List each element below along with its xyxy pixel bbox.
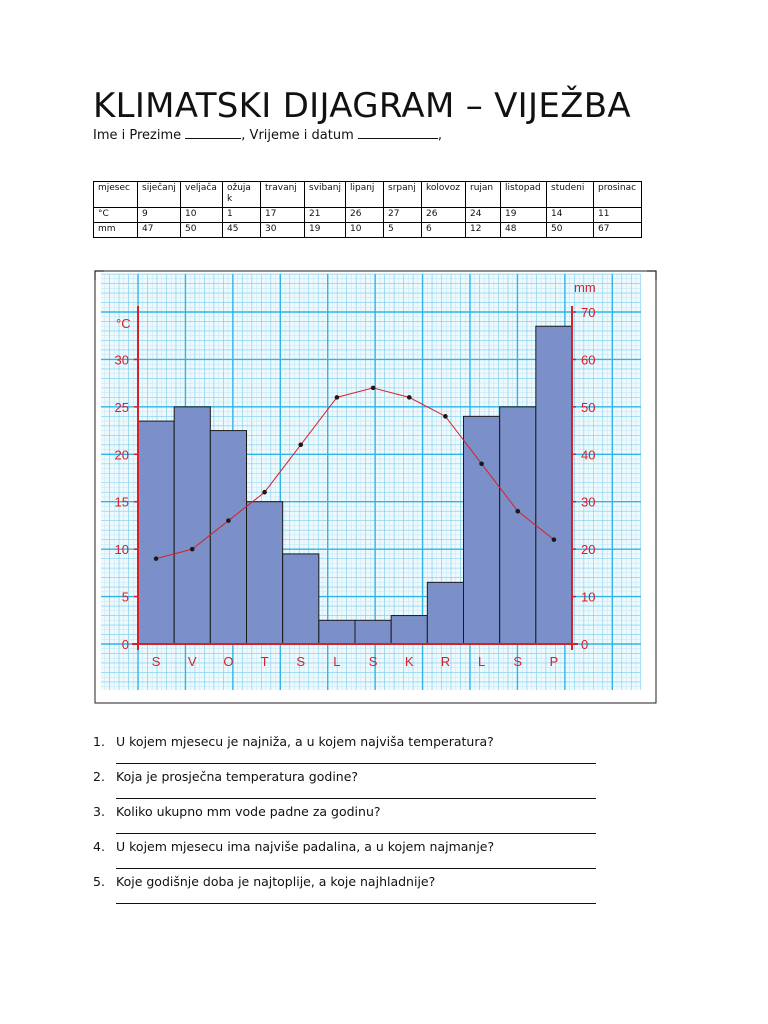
table-cell: 30 (261, 223, 305, 238)
precipitation-bar (355, 620, 391, 644)
precipitation-tick-label: 40 (581, 447, 596, 463)
temperature-point (154, 556, 159, 561)
table-cell: srpanj (384, 182, 422, 208)
precipitation-bar (536, 326, 572, 644)
precipitation-bar (174, 407, 210, 644)
temperature-tick-label: 20 (114, 447, 129, 463)
table-cell: 50 (181, 223, 223, 238)
precipitation-bar (427, 582, 463, 644)
precipitation-tick-label: 20 (581, 542, 596, 558)
table-cell: 19 (501, 208, 547, 223)
table-cell: listopad (501, 182, 547, 208)
table-row-temperature (94, 208, 642, 223)
precipitation-bar (319, 620, 355, 644)
table-cell: 5 (384, 223, 422, 238)
table-cell: prosinac (594, 182, 642, 208)
table-cell: mm (94, 223, 138, 238)
table-cell: 6 (422, 223, 466, 238)
precipitation-tick-label: 50 (581, 399, 596, 415)
temperature-point (407, 395, 412, 400)
table-cell: 11 (594, 208, 642, 223)
question-item (93, 874, 613, 909)
question-number: 2. (93, 769, 105, 784)
table-cell: 9 (138, 208, 181, 223)
temperature-point (515, 509, 520, 514)
question-number: 1. (93, 734, 105, 749)
name-date-line (93, 128, 442, 143)
answer-line[interactable] (116, 868, 596, 869)
temperature-point (443, 414, 448, 419)
table-cell: °C (94, 208, 138, 223)
table-row-months (94, 182, 642, 208)
month-label: P (549, 654, 559, 669)
table-cell: veljača (181, 182, 223, 208)
temperature-point (298, 443, 303, 448)
question-text: U kojem mjesecu ima najviše padalina, a u kojem najmanje? (116, 839, 495, 854)
table-cell: ožujak (223, 182, 261, 208)
precipitation-bar (283, 554, 319, 644)
table-cell: 21 (305, 208, 346, 223)
answer-line[interactable] (116, 763, 596, 764)
answer-line[interactable] (116, 833, 596, 834)
table-cell: rujan (466, 182, 501, 208)
table-cell: 50 (547, 223, 594, 238)
temperature-point (226, 518, 231, 523)
precipitation-bar (210, 431, 246, 644)
table-cell: 10 (181, 208, 223, 223)
table-cell: mjesec (94, 182, 138, 208)
table-cell: siječanj (138, 182, 181, 208)
table-row-precipitation (94, 223, 642, 238)
date-blank[interactable] (358, 128, 438, 139)
temperature-point (190, 547, 195, 552)
table-cell: 45 (223, 223, 261, 238)
table-cell: lipanj (346, 182, 384, 208)
precipitation-tick-label: 0 (581, 637, 589, 652)
answer-line[interactable] (116, 798, 596, 799)
temperature-point (479, 461, 484, 466)
precipitation-unit-label: mm (574, 280, 596, 295)
question-item (93, 839, 613, 874)
table-cell: studeni (547, 182, 594, 208)
temperature-tick-label: 30 (114, 352, 129, 368)
question-number: 3. (93, 804, 105, 819)
name-label: Ime i Prezime (93, 128, 182, 143)
line-end: , (437, 128, 443, 143)
table-cell: travanj (261, 182, 305, 208)
month-label: L (477, 654, 486, 669)
question-text: Koje godišnje doba je najtoplije, a koje najhladnije? (116, 874, 436, 889)
temperature-unit-label: °C (116, 316, 131, 331)
climate-data-table (93, 181, 642, 238)
question-number: 4. (93, 839, 105, 854)
month-label: S (151, 654, 161, 669)
table-cell: 14 (547, 208, 594, 223)
table-cell: 26 (422, 208, 466, 223)
date-label: , Vrijeme i datum (241, 128, 354, 143)
precipitation-tick-label: 70 (581, 305, 596, 320)
precipitation-bar (464, 416, 500, 644)
month-label: T (260, 654, 269, 669)
table-cell: 10 (346, 223, 384, 238)
month-label: R (440, 654, 451, 669)
precipitation-bar (500, 407, 536, 644)
question-number: 5. (93, 874, 105, 889)
climate-diagram (93, 266, 659, 711)
question-item (93, 769, 613, 804)
temperature-point (262, 490, 267, 495)
temperature-point (335, 395, 340, 400)
precipitation-tick-label: 60 (581, 352, 596, 368)
question-item (93, 734, 613, 769)
table-cell: 19 (305, 223, 346, 238)
temperature-point (371, 386, 376, 391)
precipitation-bar (138, 421, 174, 644)
answer-line[interactable] (116, 903, 596, 904)
month-label: K (404, 654, 414, 669)
temperature-point (552, 537, 557, 542)
temperature-tick-label: 25 (114, 399, 129, 415)
month-label: O (223, 654, 234, 669)
table-cell: 27 (384, 208, 422, 223)
table-cell: svibanj (305, 182, 346, 208)
table-cell: 12 (466, 223, 501, 238)
question-item (93, 804, 613, 839)
precipitation-bar (391, 616, 427, 644)
table-cell: 1 (223, 208, 261, 223)
precipitation-tick-label: 10 (581, 589, 596, 605)
temperature-tick-label: 10 (114, 542, 129, 558)
temperature-tick-label: 0 (121, 637, 129, 652)
table-cell: 26 (346, 208, 384, 223)
name-blank[interactable] (185, 128, 241, 139)
precipitation-tick-label: 30 (581, 494, 596, 510)
month-label: V (187, 654, 197, 669)
month-label: L (333, 654, 341, 669)
question-text: Koja je prosječna temperatura godine? (116, 769, 359, 784)
precipitation-bar (247, 502, 283, 644)
table-cell: 48 (501, 223, 547, 238)
table-cell: 17 (261, 208, 305, 223)
page-title: KLIMATSKI DIJAGRAM – VIJEŽBA (93, 86, 631, 126)
table-cell: kolovoz (422, 182, 466, 208)
month-label: S (368, 654, 378, 669)
temperature-tick-label: 5 (121, 589, 129, 605)
table-cell: 24 (466, 208, 501, 223)
month-label: S (513, 654, 523, 669)
table-cell: 67 (594, 223, 642, 238)
climate-chart-svg (93, 266, 659, 706)
questions-list (93, 734, 613, 909)
temperature-tick-label: 15 (114, 494, 129, 510)
question-text: U kojem mjesecu je najniža, a u kojem najviša temperatura? (116, 734, 494, 749)
table-cell: 47 (138, 223, 181, 238)
question-text: Koliko ukupno mm vode padne za godinu? (116, 804, 381, 819)
month-label: S (296, 654, 306, 669)
